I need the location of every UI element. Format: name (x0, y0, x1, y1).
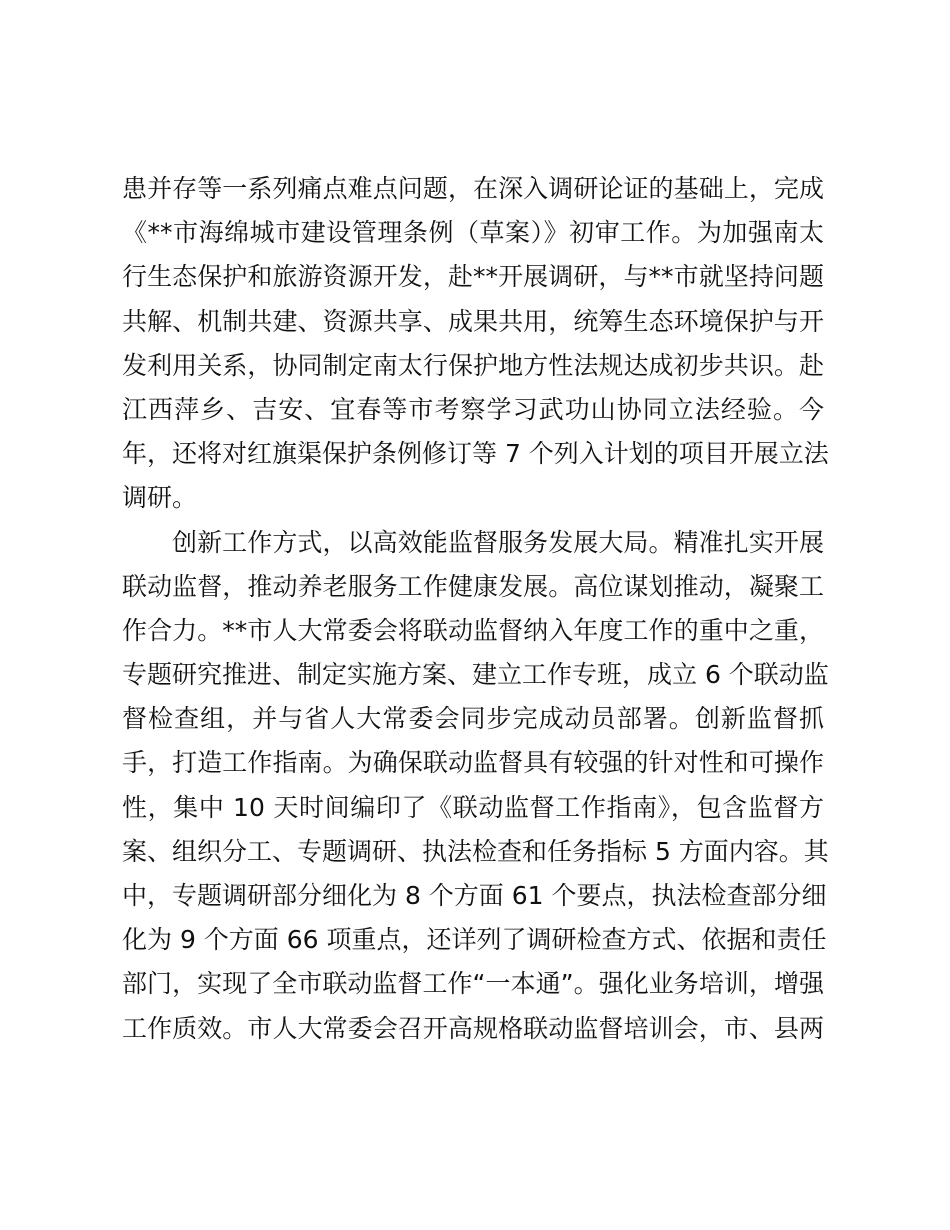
text-line: 江西萍乡、吉安、宜春等市考察学习武功山协同立法经验。今 (122, 394, 824, 424)
text-line: 行生态保护和旅游资源开发，赴**开展调研，与**市就坚持问题 (122, 262, 824, 292)
text-line: 督检查组，并与省人大常委会同步完成动员部署。创新监督抓 (122, 704, 824, 734)
text-line: 《**市海绵城市建设管理条例（草案）》初审工作。为加强南太 (122, 218, 824, 248)
paragraph-start-line: 创新工作方式，以高效能监督服务发展大局。精准扎实开展 (172, 527, 824, 557)
body-text (122, 167, 829, 1051)
text-line: 化为 9 个方面 66 项重点，还详列了调研检查方式、依据和责任 (122, 925, 827, 955)
text-line: 作合力。**市人大常委会将联动监督纳入年度工作的重中之重， (122, 615, 824, 645)
text-line: 手，打造工作指南。为确保联动监督具有较强的针对性和可操作 (122, 748, 824, 778)
text-line: 性，集中 10 天时间编印了《联动监督工作指南》，包含监督方 (122, 792, 824, 822)
text-line: 工作质效。市人大常委会召开高规格联动监督培训会，市、县两 (122, 1013, 824, 1043)
text-line: 共解、机制共建、资源共享、成果共用，统筹生态环境保护与开 (122, 306, 824, 336)
text-line: 年，还将对红旗渠保护条例修订等 7 个列入计划的项目开展立法 (122, 439, 829, 469)
text-line: 发利用关系，协同制定南太行保护地方性法规达成初步共识。赴 (122, 350, 824, 380)
text-line: 患并存等一系列痛点难点问题，在深入调研论证的基础上，完成 (122, 174, 824, 203)
text-line: 专题研究推进、制定实施方案、建立工作专班，成立 6 个联动监 (122, 660, 829, 690)
text-line: 调研。 (122, 483, 198, 513)
text-line: 案、组织分工、专题调研、执法检查和任务指标 5 方面内容。其 (122, 836, 829, 866)
text-line: 中，专题调研部分细化为 8 个方面 61 个要点，执法检查部分细 (122, 881, 827, 910)
text-line: 部门，实现了全市联动监督工作“一本通”。强化业务培训，增强 (122, 969, 824, 999)
text-line: 联动监督，推动养老服务工作健康发展。高位谋划推动，凝聚工 (122, 571, 824, 601)
